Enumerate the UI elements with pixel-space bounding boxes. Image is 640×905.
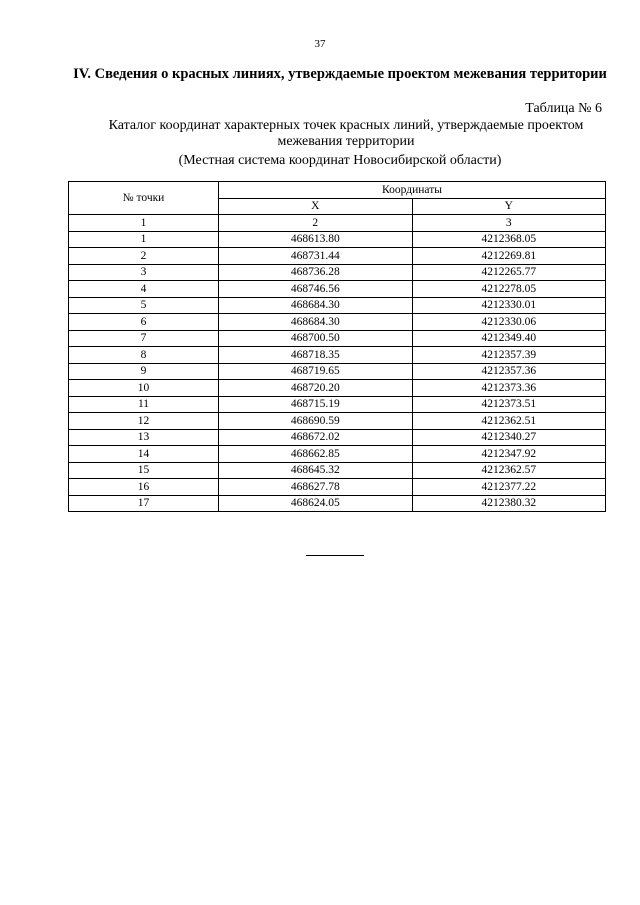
- point-number-cell: 17: [69, 495, 219, 512]
- table-header-row: [69, 182, 606, 199]
- point-number-cell: 11: [69, 396, 219, 413]
- x-coordinate-cell: 468720.20: [219, 380, 413, 397]
- table-row: [69, 347, 606, 364]
- column-number: 1: [69, 215, 219, 232]
- table-row: [69, 396, 606, 413]
- point-number-cell: 10: [69, 380, 219, 397]
- y-coordinate-cell: 4212349.40: [412, 330, 606, 347]
- table-row: [69, 264, 606, 281]
- x-coordinate-cell: 468715.19: [219, 396, 413, 413]
- point-number-cell: 8: [69, 347, 219, 364]
- table-row: [69, 363, 606, 380]
- end-divider: [306, 555, 364, 556]
- x-coordinate-cell: 468613.80: [219, 231, 413, 248]
- y-coordinate-cell: 4212362.51: [412, 413, 606, 430]
- x-coordinate-cell: 468684.30: [219, 297, 413, 314]
- table-row: [69, 314, 606, 331]
- y-coordinate-cell: 4212265.77: [412, 264, 606, 281]
- point-number-cell: 4: [69, 281, 219, 298]
- table-number: Таблица № 6: [525, 101, 602, 116]
- point-number-cell: 7: [69, 330, 219, 347]
- table-row: [69, 380, 606, 397]
- coordinate-system-note: (Местная система координат Новосибирской области): [178, 153, 502, 168]
- table-row: [69, 446, 606, 463]
- y-coordinate-cell: 4212278.05: [412, 281, 606, 298]
- table-row: [69, 231, 606, 248]
- point-number-cell: 2: [69, 248, 219, 265]
- y-coordinate-cell: 4212380.32: [412, 495, 606, 512]
- point-number-cell: 12: [69, 413, 219, 430]
- x-coordinate-cell: 468627.78: [219, 479, 413, 496]
- y-coordinate-cell: 4212373.36: [412, 380, 606, 397]
- table-row: [69, 429, 606, 446]
- y-coordinate-cell: 4212357.39: [412, 347, 606, 364]
- table-body: [69, 231, 606, 512]
- y-coordinate-cell: 4212330.01: [412, 297, 606, 314]
- header-coordinates: Координаты: [219, 182, 606, 199]
- point-number-cell: 13: [69, 429, 219, 446]
- x-coordinate-cell: 468645.32: [219, 462, 413, 479]
- x-coordinate-cell: 468719.65: [219, 363, 413, 380]
- table-row: [69, 330, 606, 347]
- x-coordinate-cell: 468690.59: [219, 413, 413, 430]
- point-number-cell: 15: [69, 462, 219, 479]
- table-row: [69, 248, 606, 265]
- table-column-numbers-row: [69, 215, 606, 232]
- y-coordinate-cell: 4212368.05: [412, 231, 606, 248]
- x-coordinate-cell: 468731.44: [219, 248, 413, 265]
- point-number-cell: 6: [69, 314, 219, 331]
- table-row: [69, 462, 606, 479]
- table-row: [69, 413, 606, 430]
- catalog-title: Каталог координат характерных точек красных линий, утверждаемые проектом межевания территории: [108, 118, 584, 149]
- column-number: 3: [412, 215, 606, 232]
- coordinates-table: [68, 181, 606, 512]
- table-row: [69, 281, 606, 298]
- column-number: 2: [219, 215, 413, 232]
- x-coordinate-cell: 468672.02: [219, 429, 413, 446]
- table-row: [69, 297, 606, 314]
- section-title: IV. Сведения о красных линиях, утверждаемые проектом межевания территории: [73, 66, 607, 82]
- x-coordinate-cell: 468624.05: [219, 495, 413, 512]
- header-point-number: № точки: [69, 182, 219, 215]
- x-coordinate-cell: 468700.50: [219, 330, 413, 347]
- header-y: Y: [412, 198, 606, 215]
- x-coordinate-cell: 468718.35: [219, 347, 413, 364]
- header-x: X: [219, 198, 413, 215]
- point-number-cell: 1: [69, 231, 219, 248]
- y-coordinate-cell: 4212330.06: [412, 314, 606, 331]
- x-coordinate-cell: 468662.85: [219, 446, 413, 463]
- table-row: [69, 495, 606, 512]
- table-row: [69, 479, 606, 496]
- point-number-cell: 16: [69, 479, 219, 496]
- y-coordinate-cell: 4212269.81: [412, 248, 606, 265]
- point-number-cell: 14: [69, 446, 219, 463]
- x-coordinate-cell: 468746.56: [219, 281, 413, 298]
- y-coordinate-cell: 4212347.92: [412, 446, 606, 463]
- point-number-cell: 3: [69, 264, 219, 281]
- point-number-cell: 5: [69, 297, 219, 314]
- y-coordinate-cell: 4212373.51: [412, 396, 606, 413]
- x-coordinate-cell: 468736.28: [219, 264, 413, 281]
- page-number: 37: [314, 38, 326, 50]
- y-coordinate-cell: 4212362.57: [412, 462, 606, 479]
- point-number-cell: 9: [69, 363, 219, 380]
- y-coordinate-cell: 4212357.36: [412, 363, 606, 380]
- x-coordinate-cell: 468684.30: [219, 314, 413, 331]
- y-coordinate-cell: 4212377.22: [412, 479, 606, 496]
- y-coordinate-cell: 4212340.27: [412, 429, 606, 446]
